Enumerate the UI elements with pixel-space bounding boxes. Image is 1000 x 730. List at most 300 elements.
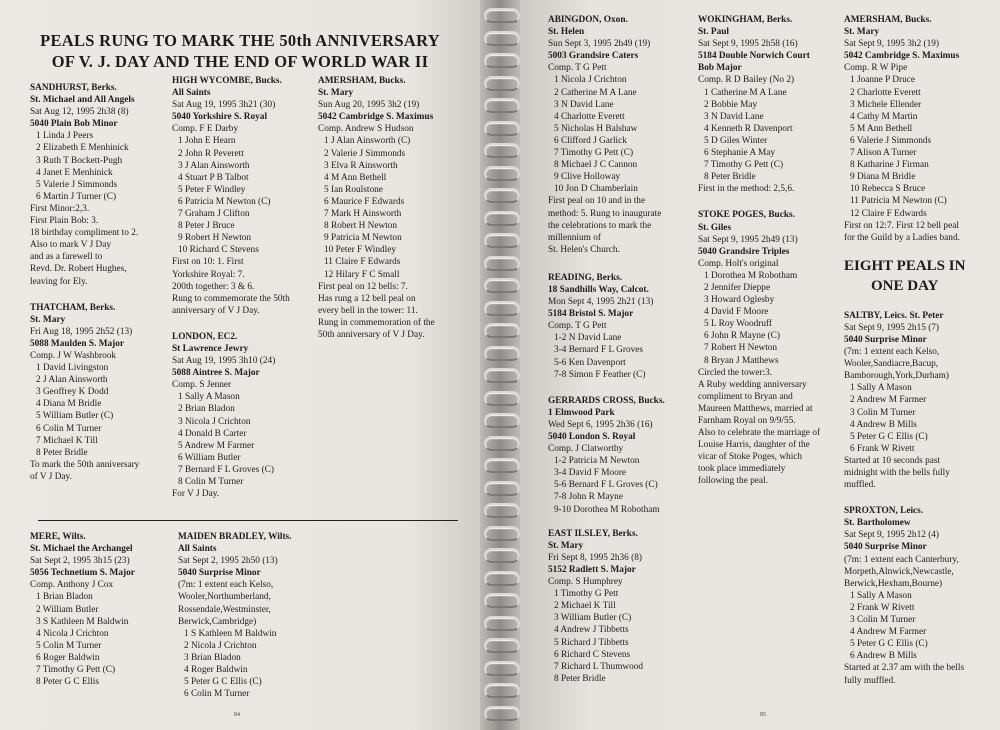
- peal-note: vicar of Stoke Poges, which: [698, 452, 803, 463]
- peal-extent: Bamborough,York,Durham): [844, 371, 949, 382]
- ringer-line: 6 Roger Baldwin: [36, 652, 100, 663]
- binding-ring: [484, 323, 520, 338]
- peal-method: 5040 Yorkshire S. Royal: [172, 112, 268, 123]
- peal-date: Sat Sept 9, 1995 3h2 (19): [844, 39, 940, 50]
- ringer-line: 3 Michele Ellender: [850, 99, 922, 110]
- ringer-line: 7-8 Simon F Feather (C): [554, 369, 646, 380]
- ringer-line: 5-6 Ken Davenport: [554, 357, 626, 368]
- ringer-line: 4 Donald B Carter: [178, 428, 247, 439]
- peal-church: 18 Sandhills Way, Calcot.: [548, 284, 649, 295]
- ringer-line: 2 Bobbie May: [704, 99, 758, 110]
- peal-note: midnight with the bells fully: [844, 468, 950, 478]
- page-number-left: 84: [234, 712, 240, 718]
- peal-method: 5184 Bristol S. Major: [548, 309, 634, 320]
- ringer-line: 9 Diana M Bridle: [850, 172, 916, 183]
- ringer-line: 6 Valerie J Simmonds: [850, 135, 932, 146]
- peal-note: 200th together: 3 & 6.: [172, 281, 255, 292]
- peal-place: SPROXTON, Leics.: [844, 506, 924, 517]
- left-column-5: [178, 531, 291, 712]
- peal-entry: [30, 82, 139, 288]
- ringer-line: 8 Bryan J Matthews: [704, 355, 779, 366]
- peal-entry: [172, 75, 290, 317]
- ringer-line: 8 Colin M Turner: [178, 477, 244, 487]
- peal-method: 5042 Cambridge S. Maximus: [318, 112, 434, 123]
- peal-entry: [844, 14, 965, 244]
- peal-note: fully muffled.: [844, 675, 896, 686]
- left-column-4: [30, 531, 135, 700]
- peal-place: STOKE POGES, Bucks.: [698, 210, 795, 221]
- binding-ring: [484, 391, 520, 406]
- peal-note: following the peal.: [698, 476, 768, 487]
- binding-ring: [484, 503, 520, 518]
- peal-note: anniversary of V J Day.: [172, 305, 260, 316]
- ringer-line: 4 Stuart P B Talbot: [178, 172, 249, 183]
- ringer-line: 9 Patricia M Newton: [324, 233, 402, 244]
- ringer-line: 9 Clive Holloway: [554, 172, 621, 183]
- eight-peals-heading: [844, 256, 965, 296]
- peal-method: 5040 Grandsire Triples: [698, 246, 790, 257]
- ringer-line: 3 Nicola J Crichton: [178, 416, 251, 427]
- ringer-line: 2 Frank W Rivett: [850, 602, 915, 613]
- peal-note: Also to mark V J Day: [30, 240, 112, 251]
- binding-ring: [484, 301, 520, 316]
- peal-entry: [172, 331, 290, 500]
- peal-extent: Wooler,Sandiacre,Bacup,: [844, 359, 939, 370]
- peal-note: 50th anniversary of V J Day.: [318, 329, 425, 340]
- binding-ring: [484, 76, 520, 91]
- right-column-1: [548, 14, 665, 697]
- peal-church: St. Mary: [844, 27, 880, 38]
- peal-entry: [548, 528, 665, 685]
- right-column-3: [844, 14, 965, 699]
- ringer-line: 2 Andrew M Farmer: [850, 395, 927, 406]
- peal-composition: Comp. S Jenner: [172, 380, 232, 391]
- left-column-1: [30, 82, 139, 495]
- peal-place: WOKINGHAM, Berks.: [698, 15, 793, 25]
- ringer-line: 3 Howard Oglesby: [704, 295, 775, 306]
- peal-note: Rung in commemoration of the: [318, 317, 435, 328]
- ringer-line: 4 David F Moore: [704, 307, 769, 318]
- peal-church: St. Bartholomew: [844, 518, 911, 529]
- binding-ring: [484, 278, 520, 293]
- ringer-line: 5 Peter F Windley: [178, 184, 246, 195]
- ringer-line: 5-6 Bernard F L Groves (C): [554, 480, 658, 491]
- peal-note: St. Helen's Church.: [548, 244, 620, 255]
- ringer-line: 3 S Kathleen M Baldwin: [36, 616, 129, 627]
- ringer-line: 2 Elizabeth E Menhinick: [36, 143, 129, 154]
- ringer-line: 6 Richard C Stevens: [554, 649, 631, 660]
- left-column-2: [172, 75, 290, 512]
- peal-place: MERE, Wilts.: [30, 532, 86, 542]
- peal-entry: [548, 395, 665, 516]
- ringer-line: 3 Ruth T Bockett-Pugh: [36, 155, 123, 166]
- ringer-line: 4 Charlotte Everett: [554, 111, 625, 122]
- peal-note: Started at 2.37 am with the bells: [844, 663, 965, 674]
- binding-ring: [484, 368, 520, 383]
- ringer-line: 10 Peter F Windley: [324, 245, 397, 256]
- binding-ring: [484, 8, 520, 23]
- peal-church: St. Michael and All Angels: [30, 95, 135, 106]
- peal-extent: Wooler,Northumberland,: [178, 592, 271, 603]
- left-column-3: [318, 75, 435, 353]
- peal-composition: Comp. J Clatworthy: [548, 444, 624, 455]
- ringer-line: 7 Michael K Till: [36, 435, 98, 446]
- ringer-line: 10 Richard C Stevens: [178, 245, 259, 256]
- peal-date: Sun Sept 3, 1995 2h49 (19): [548, 39, 651, 50]
- ringer-line: 1 Dorothea M Robotham: [704, 270, 798, 281]
- ringer-line: 6 Colin M Turner: [184, 689, 250, 700]
- binding-ring: [484, 571, 520, 586]
- ringer-line: 4 Janet E Menhinick: [36, 167, 113, 178]
- peal-date: Sat Sept 2, 1995 2h50 (13): [178, 556, 278, 567]
- peal-entry: [698, 14, 820, 195]
- ringer-line: 4 Roger Baldwin: [184, 665, 248, 676]
- peal-composition: Comp. Anthony J Cox: [30, 580, 114, 591]
- peal-note: Maureen Matthews, married at: [698, 403, 813, 414]
- peal-date: Fri Sept 8, 1995 2h36 (8): [548, 552, 642, 563]
- ringer-line: 4 M Ann Bethell: [324, 172, 387, 183]
- peal-note: of V J Day.: [30, 471, 72, 482]
- peal-note: First on 12:7. First 12 bell peal: [844, 220, 959, 231]
- peal-note: First Minor:2,3.: [30, 203, 90, 214]
- ringer-line: 4 Andrew B Mills: [850, 419, 917, 430]
- ringer-line: 9-10 Dorothea M Robotham: [554, 504, 660, 515]
- ringer-line: 7 Richard L Thumwood: [554, 661, 644, 672]
- ringer-line: 1-2 Patricia M Newton: [554, 456, 640, 467]
- binding-ring: [484, 31, 520, 46]
- peal-composition: Comp. R D Bailey (No 2): [698, 75, 795, 86]
- peal-method: 5152 Radlett S. Major: [548, 564, 636, 575]
- ringer-line: 2 Nicola J Crichton: [184, 640, 257, 651]
- peal-method: 5056 Technetium S. Major: [30, 568, 135, 579]
- ringer-line: 1 David Livingston: [36, 363, 109, 374]
- peal-composition: Comp. T G Pett: [548, 321, 607, 332]
- ringer-line: 12 Hilary F C Small: [324, 269, 400, 280]
- binding-ring: [484, 616, 520, 631]
- ringer-line: 4 Diana M Bridle: [36, 399, 102, 410]
- ringer-line: 7 Timothy G Pett (C): [704, 160, 784, 171]
- ringer-line: 4 Andrew M Farmer: [850, 627, 927, 638]
- binding-ring: [484, 706, 520, 721]
- section-divider: [38, 520, 458, 521]
- peal-church: St. Mary: [548, 540, 584, 551]
- ringer-line: 1 Timothy G Pett: [554, 589, 619, 600]
- peal-note: Revd. Dr. Robert Hughes,: [30, 264, 127, 275]
- peal-place: SANDHURST, Berks.: [30, 83, 117, 93]
- peal-place: LONDON, EC2.: [172, 331, 238, 342]
- ringer-line: 7 Alison A Turner: [850, 148, 917, 159]
- peal-note: method: 5. Rung to inaugurate: [548, 208, 662, 219]
- binding-ring: [484, 346, 520, 361]
- ringer-line: 8 Katharine J Firman: [850, 160, 929, 171]
- ringer-line: 4 Kenneth R Davenport: [704, 123, 793, 134]
- peal-church: St. Michael the Archangel: [30, 544, 133, 555]
- peal-note: Rung to commemorate the 50th: [172, 293, 290, 304]
- title-line-1: PEALS RUNG TO MARK THE 50th ANNIVERSARY: [40, 31, 440, 50]
- ringer-line: 6 John R Mayne (C): [704, 331, 780, 342]
- right-page: [520, 0, 1000, 730]
- ringer-line: 5 Andrew M Farmer: [178, 440, 255, 451]
- ringer-line: 3 Elva R Ainsworth: [324, 160, 398, 171]
- binding-ring: [484, 53, 520, 68]
- ringer-line: 2 William Butler: [36, 604, 99, 615]
- ringer-line: 3 Geoffrey K Dodd: [36, 387, 109, 398]
- ringer-line: 6 Clifford J Garlick: [554, 135, 627, 146]
- ringer-line: 2 Brian Bladon: [178, 404, 235, 415]
- ringer-line: 6 William Butler: [178, 452, 241, 463]
- ringer-line: 3 William Butler (C): [554, 613, 632, 624]
- binding-ring: [484, 593, 520, 608]
- peal-church: St. Mary: [30, 314, 66, 325]
- peal-note: Farnham Royal on 9/9/55.: [698, 416, 796, 426]
- peal-church: All Saints: [178, 544, 217, 555]
- peal-method: 5040 Surprise Minor: [178, 568, 261, 579]
- peal-note: First Plain Bob: 3.: [30, 216, 99, 227]
- eight-peals-line-2: ONE DAY: [871, 277, 939, 294]
- peal-composition: Comp. J W Washbrook: [30, 350, 117, 361]
- peal-note: 18 birthday compliment to 2.: [30, 228, 139, 239]
- ringer-line: 8 Robert H Newton: [324, 221, 398, 232]
- left-page: [0, 0, 480, 730]
- peal-place: GERRARDS CROSS, Bucks.: [548, 395, 665, 406]
- ringer-line: 2 Jennifer Dieppe: [704, 282, 771, 293]
- peal-note: the celebrations to mark the: [548, 220, 652, 231]
- peal-place: ABINGDON, Oxon.: [548, 15, 628, 25]
- ringer-line: 3 Colin M Turner: [850, 407, 916, 418]
- ringer-line: 5 D Giles Winter: [704, 135, 768, 146]
- peal-church: St. Helen: [548, 27, 585, 38]
- ringer-line: 7 Timothy G Pett (C): [554, 148, 634, 159]
- peal-note: Louise Harris, daughter of the: [698, 440, 810, 451]
- peal-entry: [548, 14, 665, 256]
- ringer-line: 3 Colin M Turner: [850, 615, 916, 626]
- ringer-line: 6 Colin M Turner: [36, 423, 102, 434]
- peal-note: To mark the 50th anniversary: [30, 459, 140, 470]
- peal-date: Sat Sept 9, 1995 2h12 (4): [844, 530, 940, 541]
- right-column-2: [698, 14, 820, 500]
- ringer-line: 5 Valerie J Simmonds: [36, 179, 118, 190]
- ringer-line: 8 Peter Bridle: [554, 673, 606, 684]
- peal-entry: [318, 75, 435, 341]
- ringer-line: 2 Michael K Till: [554, 601, 616, 612]
- ringer-line: 8 Michael J C Cannon: [554, 160, 638, 171]
- ringer-line: 2 Valerie J Simmonds: [324, 148, 406, 159]
- peal-note: took place immediately: [698, 464, 786, 475]
- ringer-line: 7 Mark H Ainsworth: [324, 209, 402, 220]
- ringer-line: 1 S Kathleen M Baldwin: [184, 628, 277, 639]
- peal-note: A Ruby wedding anniversary: [698, 379, 807, 390]
- peal-date: Mon Sept 4, 1995 2h21 (13): [548, 297, 654, 308]
- ringer-line: 6 Patricia M Newton (C): [178, 196, 271, 207]
- ringer-line: 8 Peter Bridle: [36, 447, 88, 458]
- peal-composition: Comp. Andrew S Hudson: [318, 124, 414, 135]
- peal-place: MAIDEN BRADLEY, Wilts.: [178, 532, 292, 542]
- peal-note: First in the method: 2,5,6.: [698, 184, 795, 195]
- ringer-line: 9 Robert H Newton: [178, 233, 252, 244]
- peal-note: Started at 10 seconds past: [844, 455, 941, 466]
- peal-note: Has rung a 12 bell peal on: [318, 293, 416, 304]
- peal-entry: [844, 310, 965, 491]
- peal-composition: Comp. R W Pipe: [844, 63, 908, 74]
- peal-composition: Comp. Holt's original: [698, 258, 779, 269]
- peal-date: Sat Sept 9, 1995 2h49 (13): [698, 234, 798, 245]
- peal-extent: Berwick,Hexham,Bourne): [844, 578, 943, 589]
- peal-note: every bell in the tower: 11.: [318, 305, 418, 316]
- page-number-right: 85: [760, 712, 766, 718]
- ringer-line: 7 Robert H Newton: [704, 343, 778, 354]
- ringer-line: 5 Nicholas H Balshaw: [554, 123, 638, 134]
- peal-place: EAST ILSLEY, Berks.: [548, 528, 638, 539]
- binding-ring: [484, 233, 520, 248]
- ringer-line: 11 Patricia M Newton (C): [850, 196, 947, 207]
- peal-entry: [178, 531, 291, 700]
- ringer-line: 5 Richard J Tibbetts: [554, 637, 629, 648]
- peal-note: Yorkshire Royal: 7.: [172, 269, 245, 280]
- peal-method: 5088 Aintree S. Major: [172, 368, 260, 379]
- peal-note: and as a farewell to: [30, 252, 103, 263]
- peal-composition: Comp. F E Darby: [172, 124, 239, 135]
- ringer-line: 1 Brian Bladon: [36, 592, 93, 603]
- ringer-line: 1 J Alan Ainsworth (C): [324, 136, 411, 147]
- peal-note: Also to celebrate the marriage of: [698, 428, 821, 439]
- peal-composition: Comp. T G Pett: [548, 63, 607, 74]
- ringer-line: 2 J Alan Ainsworth: [36, 375, 108, 386]
- peal-note: compliment to Bryan and: [698, 391, 793, 402]
- binding-ring: [484, 98, 520, 113]
- ringer-line: 2 Charlotte Everett: [850, 87, 921, 98]
- peal-note: muffled.: [844, 480, 876, 491]
- ringer-line: 7 Timothy G Pett (C): [36, 665, 116, 676]
- peal-church: St. Paul: [698, 27, 729, 38]
- peal-extent: Berwick,Cambridge): [178, 616, 257, 627]
- peal-place: THATCHAM, Berks.: [30, 302, 116, 313]
- ringer-line: 1 Sally A Mason: [850, 383, 912, 394]
- binding-ring: [484, 683, 520, 698]
- peal-extent: (7m: 1 extent each Canterbury,: [844, 554, 959, 565]
- binding-ring: [484, 638, 520, 653]
- peal-method: 5042 Cambridge S. Maximus: [844, 51, 960, 62]
- ringer-line: 8 Peter Bridle: [704, 172, 756, 183]
- peal-entry: [698, 209, 820, 487]
- ringer-line: 3 J Alan Ainsworth: [178, 160, 250, 171]
- peal-note: First on 10: 1. First: [172, 257, 244, 268]
- peal-date: Wed Sept 6, 1995 2h36 (16): [548, 419, 653, 430]
- binding-ring: [484, 526, 520, 541]
- peal-place: AMERSHAM, Bucks.: [318, 76, 406, 86]
- ringer-line: 3-4 Bernard F L Groves: [554, 345, 643, 356]
- peal-extent: Rossendale,Westminster,: [178, 604, 271, 615]
- peal-note: For V J Day.: [172, 489, 220, 500]
- peal-date: Fri Aug 18, 1995 2h52 (13): [30, 326, 133, 337]
- peal-method: Bob Major: [698, 63, 742, 74]
- ringer-line: 3 Brian Bladon: [184, 652, 241, 663]
- ringer-line: 7-8 John R Mayne: [554, 492, 623, 503]
- ringer-line: 1 Linda J Peers: [36, 131, 94, 142]
- ringer-line: 3 N David Lane: [704, 111, 764, 122]
- peal-note: for the Guild by a Ladies band.: [844, 232, 960, 243]
- peal-entry: [844, 505, 965, 686]
- ringer-line: 5 Peter G C Ellis (C): [850, 431, 928, 442]
- peal-church: 1 Elmwood Park: [548, 407, 615, 418]
- binding-ring: [484, 166, 520, 181]
- peal-entry: [30, 302, 139, 483]
- ringer-line: 5 L Roy Woodruff: [704, 319, 773, 330]
- ringer-line: 1 Sally A Mason: [178, 392, 240, 403]
- ringer-line: 6 Frank W Rivett: [850, 443, 915, 454]
- binding-ring: [484, 661, 520, 676]
- ringer-line: 5 Ian Roulstone: [324, 184, 383, 195]
- ringer-line: 4 Cathy M Martin: [850, 111, 918, 122]
- peal-method: 5184 Double Norwich Court: [698, 51, 810, 62]
- ringer-line: 2 Catherine M A Lane: [554, 87, 637, 98]
- ringer-line: 7 Bernard F L Groves (C): [178, 464, 274, 475]
- binding-ring: [484, 211, 520, 226]
- peal-date: Sun Aug 20, 1995 3h2 (19): [318, 100, 420, 111]
- binding-ring: [484, 548, 520, 563]
- peal-place: AMERSHAM, Bucks.: [844, 15, 932, 25]
- peal-method: 5040 Surprise Minor: [844, 542, 927, 553]
- binding-ring: [484, 458, 520, 473]
- ringer-line: 3 N David Lane: [554, 99, 614, 110]
- peal-composition: Comp. S Humphrey: [548, 577, 623, 588]
- ringer-line: 2 John R Peverett: [178, 148, 244, 159]
- peal-church: St. Giles: [698, 222, 732, 233]
- ringer-line: 4 Andrew J Tibbetts: [554, 625, 629, 636]
- eight-peals-line-1: EIGHT PEALS IN: [844, 257, 966, 274]
- peal-place: READING, Berks.: [548, 272, 623, 283]
- peal-note: First peal on 12 bells: 7.: [318, 281, 408, 292]
- peal-note: leaving for Ely.: [30, 276, 88, 287]
- page-title: [40, 30, 440, 72]
- peal-church: St. Mary: [318, 88, 354, 99]
- peal-date: Sat Sept 9, 1995 2h15 (7): [844, 322, 940, 333]
- peal-entry: [548, 272, 665, 381]
- peal-extent: Morpeth,Alnwick,Newcastle,: [844, 566, 954, 577]
- peal-entry: [30, 531, 135, 688]
- peal-method: 5088 Maulden S. Major: [30, 338, 124, 349]
- binding-ring: [484, 481, 520, 496]
- peal-church: All Saints: [172, 88, 211, 99]
- binding-ring: [484, 188, 520, 203]
- ringer-line: 1 John E Hearn: [178, 136, 236, 147]
- peal-date: Sat Aug 19, 1995 3h10 (24): [172, 356, 276, 367]
- ringer-line: 1 Catherine M A Lane: [704, 87, 787, 98]
- ringer-line: 4 Nicola J Crichton: [36, 628, 109, 639]
- peal-method: 5040 London S. Royal: [548, 432, 636, 442]
- peal-method: 5040 Plain Bob Minor: [30, 119, 118, 130]
- ringer-line: 1 Sally A Mason: [850, 590, 912, 601]
- binding-ring: [484, 413, 520, 428]
- ringer-line: 6 Stephanie A May: [704, 148, 776, 159]
- ringer-line: 5 Peter G C Ellis (C): [184, 677, 262, 688]
- ringer-line: 6 Maurice F Edwards: [324, 196, 405, 207]
- ringer-line: 10 Jon D Chamberlain: [554, 184, 638, 195]
- ringer-line: 11 Claire F Edwards: [324, 257, 401, 268]
- peal-place: HIGH WYCOMBE, Bucks.: [172, 76, 282, 86]
- ringer-line: 5 William Butler (C): [36, 411, 114, 422]
- peal-place: SALTBY, Leics. St. Peter: [844, 310, 944, 321]
- binding-ring: [484, 121, 520, 136]
- ringer-line: 5 Peter G C Ellis (C): [850, 639, 928, 650]
- peal-date: Sat Sept 9, 1995 2h58 (16): [698, 39, 798, 50]
- ringer-line: 1 Nicola J Crichton: [554, 75, 627, 86]
- ringer-line: 10 Rebecca S Bruce: [850, 184, 926, 195]
- peal-extent: (7m: 1 extent each Kelso,: [178, 580, 274, 591]
- ringer-line: 12 Claire F Edwards: [850, 208, 927, 219]
- peal-method: 5040 Surprise Minor: [844, 334, 927, 345]
- peal-extent: (7m: 1 extent each Kelso,: [844, 347, 940, 358]
- ringer-line: 8 Peter J Bruce: [178, 221, 235, 232]
